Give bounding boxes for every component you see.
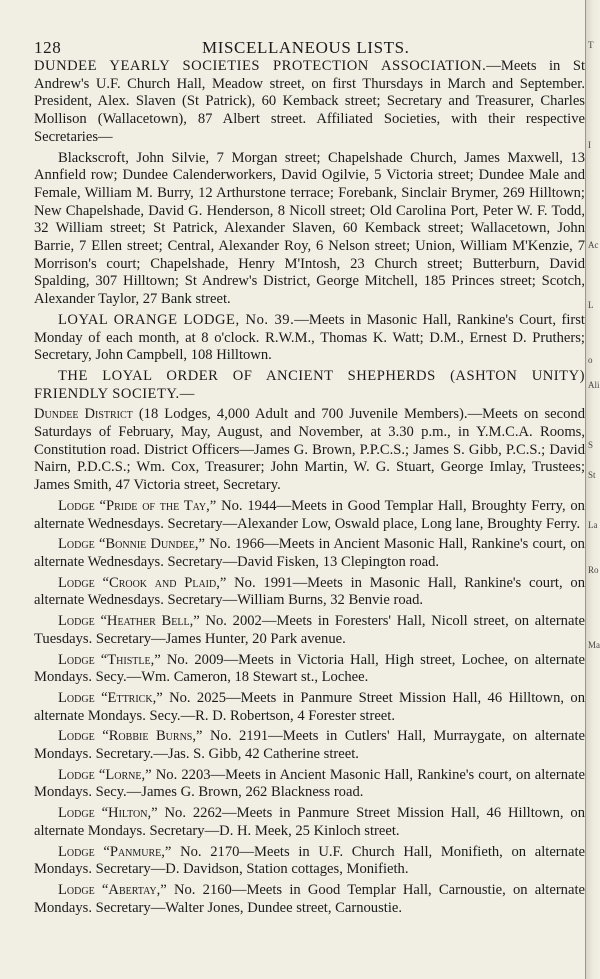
lodge-entry: Lodge “Hilton,” No. 2262—Meets in Panmure Street Mission Hall, 46 Hilltown, on alternate Mondays. Secretary—D. H. Meek, 25 Kinloch street. <box>34 805 586 839</box>
lodge-entry: Lodge “Panmure,” No. 2170—Meets in U.F. Church Hall, Monifieth, on alternate Mondays. Secretary—D. Davidson, Station cottages, Monifieth. <box>34 843 585 878</box>
margin-fragment: S <box>588 440 594 450</box>
page-body <box>34 58 585 917</box>
lodge-entry: Lodge “Crook and Plaid,” No. 1991—Meets in Masonic Hall, Rankine's court, on alternate Wednesdays. Secretary—William Burns, 32 Benvie road. <box>34 574 586 609</box>
affiliated-societies-paragraph: Blackscroft, John Silvie, 7 Morgan street; Chapelshade Church, James Maxwell, 13 Annfield row; Dundee Calenderworkers, David Ogilvie, 5 Victoria street; Dundee Male and Female, William M. Burry, 12 Arthurstone terrace; Forebank, Sinclair Brymer, 269 Hilltown; New Chapelshade, David G. Henderson, 8 Nicoll street; Old Carolina Port, Peter W. F. Todd, 32 William street; St Patrick, Alexander Slaven, 60 Kemback street; Wallacetown, John Barrie, 7 Ellen street; Central, Alexander Roy, 6 Nelson street; Union, William M'Kenzie, 7 Morrison's court; Chapelshade, Henry M'Intosh, 23 Church street; Butterburn, David Spalding, 307 Hilltown; St Andrew's District, George Mitchell, 185 Princes street; Scotch, Alexander Taylor, 27 Bank street. <box>34 149 585 308</box>
margin-fragment: Ro <box>588 565 599 575</box>
margin-fragment: St <box>588 470 596 480</box>
lodge-entry: Lodge “Pride of the Tay,” No. 1944—Meets in Good Templar Hall, Broughty Ferry, on alternate Wednesdays. Secretary—Alexander Low, Oswald place, Long lane, Broughty Ferry. <box>34 497 585 532</box>
margin-fragment: Ma <box>588 640 600 650</box>
entry-dundee-district: Dundee District (18 Lodges, 4,000 Adult and 700 Juvenile Members).—Meets on second Saturdays of February, May, August, and November, at 3.30 p.m., in Y.M.C.A. Rooms, Constitution road. District Officers—James G. Brown, P.P.C.S.; James S. Gibb, P.C.S.; David Nairn, P.D.C.S.; Wm. Cox, Treasurer; John Martin, W. G. Stuart, George Imlay, Trustees; James Smith, 47 Victoria street, Secretary. <box>34 406 585 494</box>
page-number: 128 <box>34 38 62 57</box>
lodge-entry: Lodge “Lorne,” No. 2203—Meets in Ancient Masonic Hall, Rankine's court, on alternate Mondays. Secy.—James G. Brown, 262 Blackness road. <box>34 766 585 801</box>
lodge-entry: Lodge “Thistle,” No. 2009—Meets in Victoria Hall, High street, Lochee, on alternate Mondays. Secy.—Wm. Cameron, 18 Stewart st., Lochee. <box>34 651 586 686</box>
entry-ancient-shepherds-heading: THE LOYAL ORDER OF ANCIENT SHEPHERDS (ASHTON UNITY) FRIENDLY SOCIETY.— <box>34 367 585 402</box>
adjacent-page-edge <box>585 0 600 979</box>
margin-fragment: La <box>588 520 598 530</box>
margin-fragment: I <box>588 140 591 150</box>
lodge-entry: Lodge “Robbie Burns,” No. 2191—Meets in Cutlers' Hall, Murraygate, on alternate Mondays. Secretary.—Jas. S. Gibb, 42 Catherine street. <box>34 728 585 763</box>
margin-fragment: Ali <box>588 380 600 390</box>
running-title: MISCELLANEOUS LISTS. <box>202 38 410 57</box>
margin-fragment: o <box>588 355 593 365</box>
lodge-entry: Lodge “Heather Bell,” No. 2002—Meets in Foresters' Hall, Nicoll street, on alternate Tuesdays. Secretary—James Hunter, 20 Park avenue. <box>34 613 585 647</box>
page-header <box>34 38 586 60</box>
entry-loyal-orange-lodge: LOYAL ORANGE LODGE, No. 39.—Meets in Masonic Hall, Rankine's Court, first Monday of each month, at 8 o'clock. R.W.M., Thomas K. Watt; D.M., Ernest D. Pruthers; Secretary, John Campbell, 108 Hilltown. <box>34 311 585 364</box>
lodge-entry: Lodge “Abertay,” No. 2160—Meets in Good Templar Hall, Carnoustie, on alternate Mondays. Secretary—Walter Jones, Dundee street, Carnoustie. <box>34 881 585 916</box>
margin-fragment: L <box>588 300 594 310</box>
lodge-entry: Lodge “Ettrick,” No. 2025—Meets in Panmure Street Mission Hall, 46 Hilltown, on alternate Mondays. Secy.—R. D. Robertson, 4 Forester street. <box>34 689 585 724</box>
lodge-entry: Lodge “Bonnie Dundee,” No. 1966—Meets in Ancient Masonic Hall, Rankine's court, on alternate Wednesdays. Secretary—David Fisken, 13 Clepington road. <box>34 536 585 570</box>
margin-fragment: Ac <box>588 240 599 250</box>
margin-fragment: T <box>588 40 594 50</box>
entry-protection-association: DUNDEE YEARLY SOCIETIES PROTECTION ASSOCIATION.—Meets in St Andrew's U.F. Church Hall, Meadow street, on first Thursdays in March and September. President, Alex. Slaven (St Patrick), 60 Kemback street; Secretary and Treasurer, Charles Mollison (Wallacetown), 87 Albert street. Affiliated Societies, with their respective Secretaries— <box>34 58 585 145</box>
